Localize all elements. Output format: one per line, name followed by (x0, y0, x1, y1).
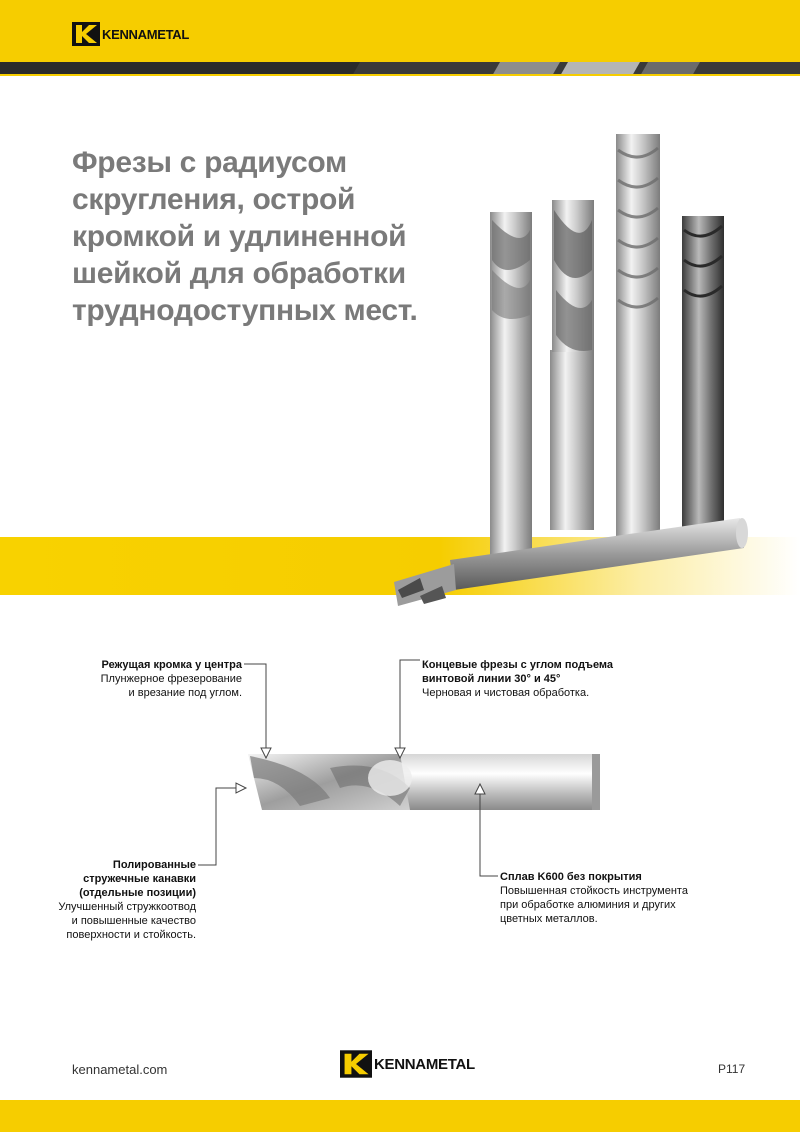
logo-wordmark: KENNAMETAL (102, 26, 190, 42)
headline-line: скругления, острой (72, 183, 356, 216)
header-logo (72, 22, 189, 46)
kennametal-logo-icon (72, 22, 100, 46)
end-mill-5 (394, 518, 748, 606)
callout-helix (422, 658, 682, 700)
header-stripe (0, 62, 800, 76)
footer-bar (0, 1100, 800, 1132)
callout-center-edge (80, 658, 242, 700)
callout-text: Черновая и чистовая обработка. (422, 687, 590, 699)
callout-text: при обработке алюминия и других (500, 899, 676, 911)
end-mill-3 (616, 134, 660, 545)
headline-line: кромкой и удлиненной (72, 220, 407, 253)
callout-title: Полированные (112, 859, 196, 871)
callout-flutes (40, 858, 196, 942)
callout-text: Плунжерное фрезерование (100, 673, 242, 685)
headline-line: шейкой для обработки (72, 257, 406, 290)
callout-text: цветных металлов. (500, 913, 598, 925)
callout-text: и повышенные качество (71, 915, 196, 927)
logo-wordmark: KENNAMETAL (374, 1055, 475, 1073)
callout-text: Улучшенный стружкоотвод (58, 901, 196, 913)
end-mill-diagram (240, 748, 610, 814)
kennametal-logo-icon (340, 1050, 372, 1078)
callout-title: (отдельные позиции) (79, 887, 196, 899)
callout-text: Повышенная стойкость инструмента (500, 885, 688, 897)
end-mill-4 (682, 216, 724, 530)
callout-title: Концевые фрезы с углом подъема (422, 659, 614, 671)
callout-text: и врезание под углом. (128, 687, 242, 699)
headline-line: Фрезы с радиусом (72, 146, 347, 179)
callout-title: Режущая кромка у центра (101, 659, 242, 671)
callout-title: винтовой линии 30° и 45° (422, 673, 561, 685)
callout-title: стружечные канавки (83, 873, 196, 885)
footer-logo (340, 1050, 475, 1078)
end-mill-2 (550, 200, 594, 530)
end-mill-1 (490, 212, 532, 560)
callout-carbide (500, 870, 720, 926)
footer-website-link[interactable]: kennametal.com (72, 1062, 168, 1077)
headline-line: труднодоступных мест. (72, 294, 418, 327)
callout-title: Сплав K600 без покрытия (500, 871, 642, 883)
callout-text: поверхности и стойкость. (66, 929, 196, 941)
page-number: P117 (718, 1062, 746, 1076)
end-mills-photo (380, 120, 800, 620)
